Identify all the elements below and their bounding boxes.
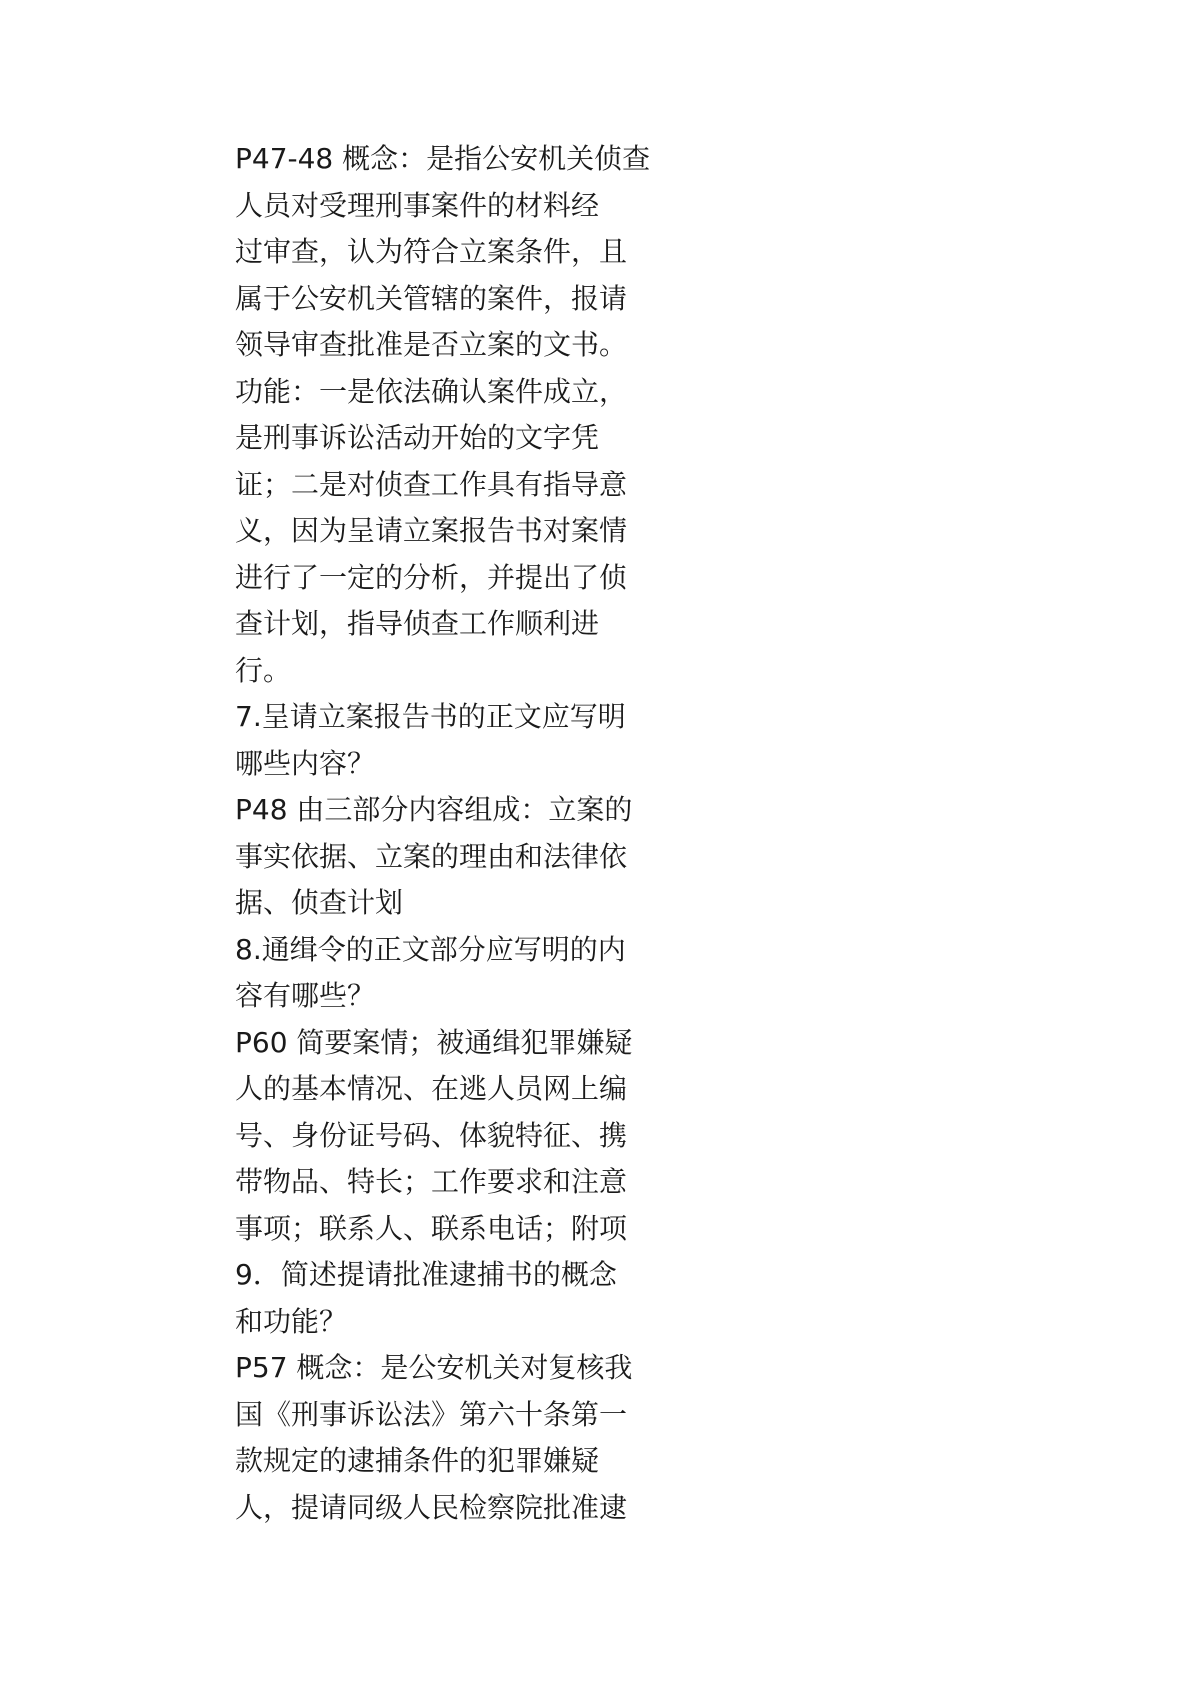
text-line: 过审查，认为符合立案条件，且 xyxy=(235,235,628,268)
text-line: 证；二是对侦查工作具有指导意 xyxy=(235,467,628,501)
question-line: 和功能？ xyxy=(235,1304,348,1338)
text-line: 款规定的逮捕条件的犯罪嫌疑 xyxy=(235,1444,600,1477)
text-line: 是刑事诉讼活动开始的文字凭 xyxy=(235,421,600,454)
text-line: 义，因为呈请立案报告书对案情 xyxy=(235,514,628,547)
text-line: 人，提请同级人民检察院批准逮 xyxy=(235,1490,628,1524)
question-line: 哪些内容？ xyxy=(235,746,376,780)
question-line: 7.呈请立案报告书的正文应写明 xyxy=(235,700,626,733)
text-line: 号、身份证号码、体貌特征、携 xyxy=(235,1118,628,1152)
body-text xyxy=(235,136,651,1531)
text-line: 事项；联系人、联系电话；附项 xyxy=(235,1211,628,1245)
question-line: 9．简述提请批准逮捕书的概念 xyxy=(235,1258,617,1291)
text-line: P60 简要案情；被通缉犯罪嫌疑 xyxy=(235,1025,633,1059)
text-line: 进行了一定的分析，并提出了侦 xyxy=(235,560,628,594)
text-line: P57 概念：是公安机关对复核我 xyxy=(235,1351,633,1384)
text-line: 带物品、特长；工作要求和注意 xyxy=(235,1165,628,1198)
text-line: P48 由三部分内容组成：立案的 xyxy=(235,793,633,826)
text-line: 行。 xyxy=(235,653,292,687)
text-line: 国《刑事诉讼法》第六十条第一 xyxy=(235,1397,628,1431)
text-line: 属于公安机关管辖的案件，报请 xyxy=(235,281,628,315)
question-line: 容有哪些？ xyxy=(235,979,376,1012)
text-line: P47-48 概念：是指公安机关侦查 xyxy=(235,142,651,175)
question-line: 8.通缉令的正文部分应写明的内 xyxy=(235,932,626,966)
text-line: 查计划，指导侦查工作顺利进 xyxy=(235,607,600,640)
text-line: 领导审查批准是否立案的文书。 xyxy=(235,328,628,361)
text-line: 人的基本情况、在逃人员网上编 xyxy=(235,1072,628,1105)
text-line: 据、侦查计划 xyxy=(235,886,404,919)
text-line: 事实依据、立案的理由和法律依 xyxy=(235,839,628,873)
text-line: 人员对受理刑事案件的材料经 xyxy=(235,188,600,222)
text-line: 功能：一是依法确认案件成立， xyxy=(235,374,628,408)
